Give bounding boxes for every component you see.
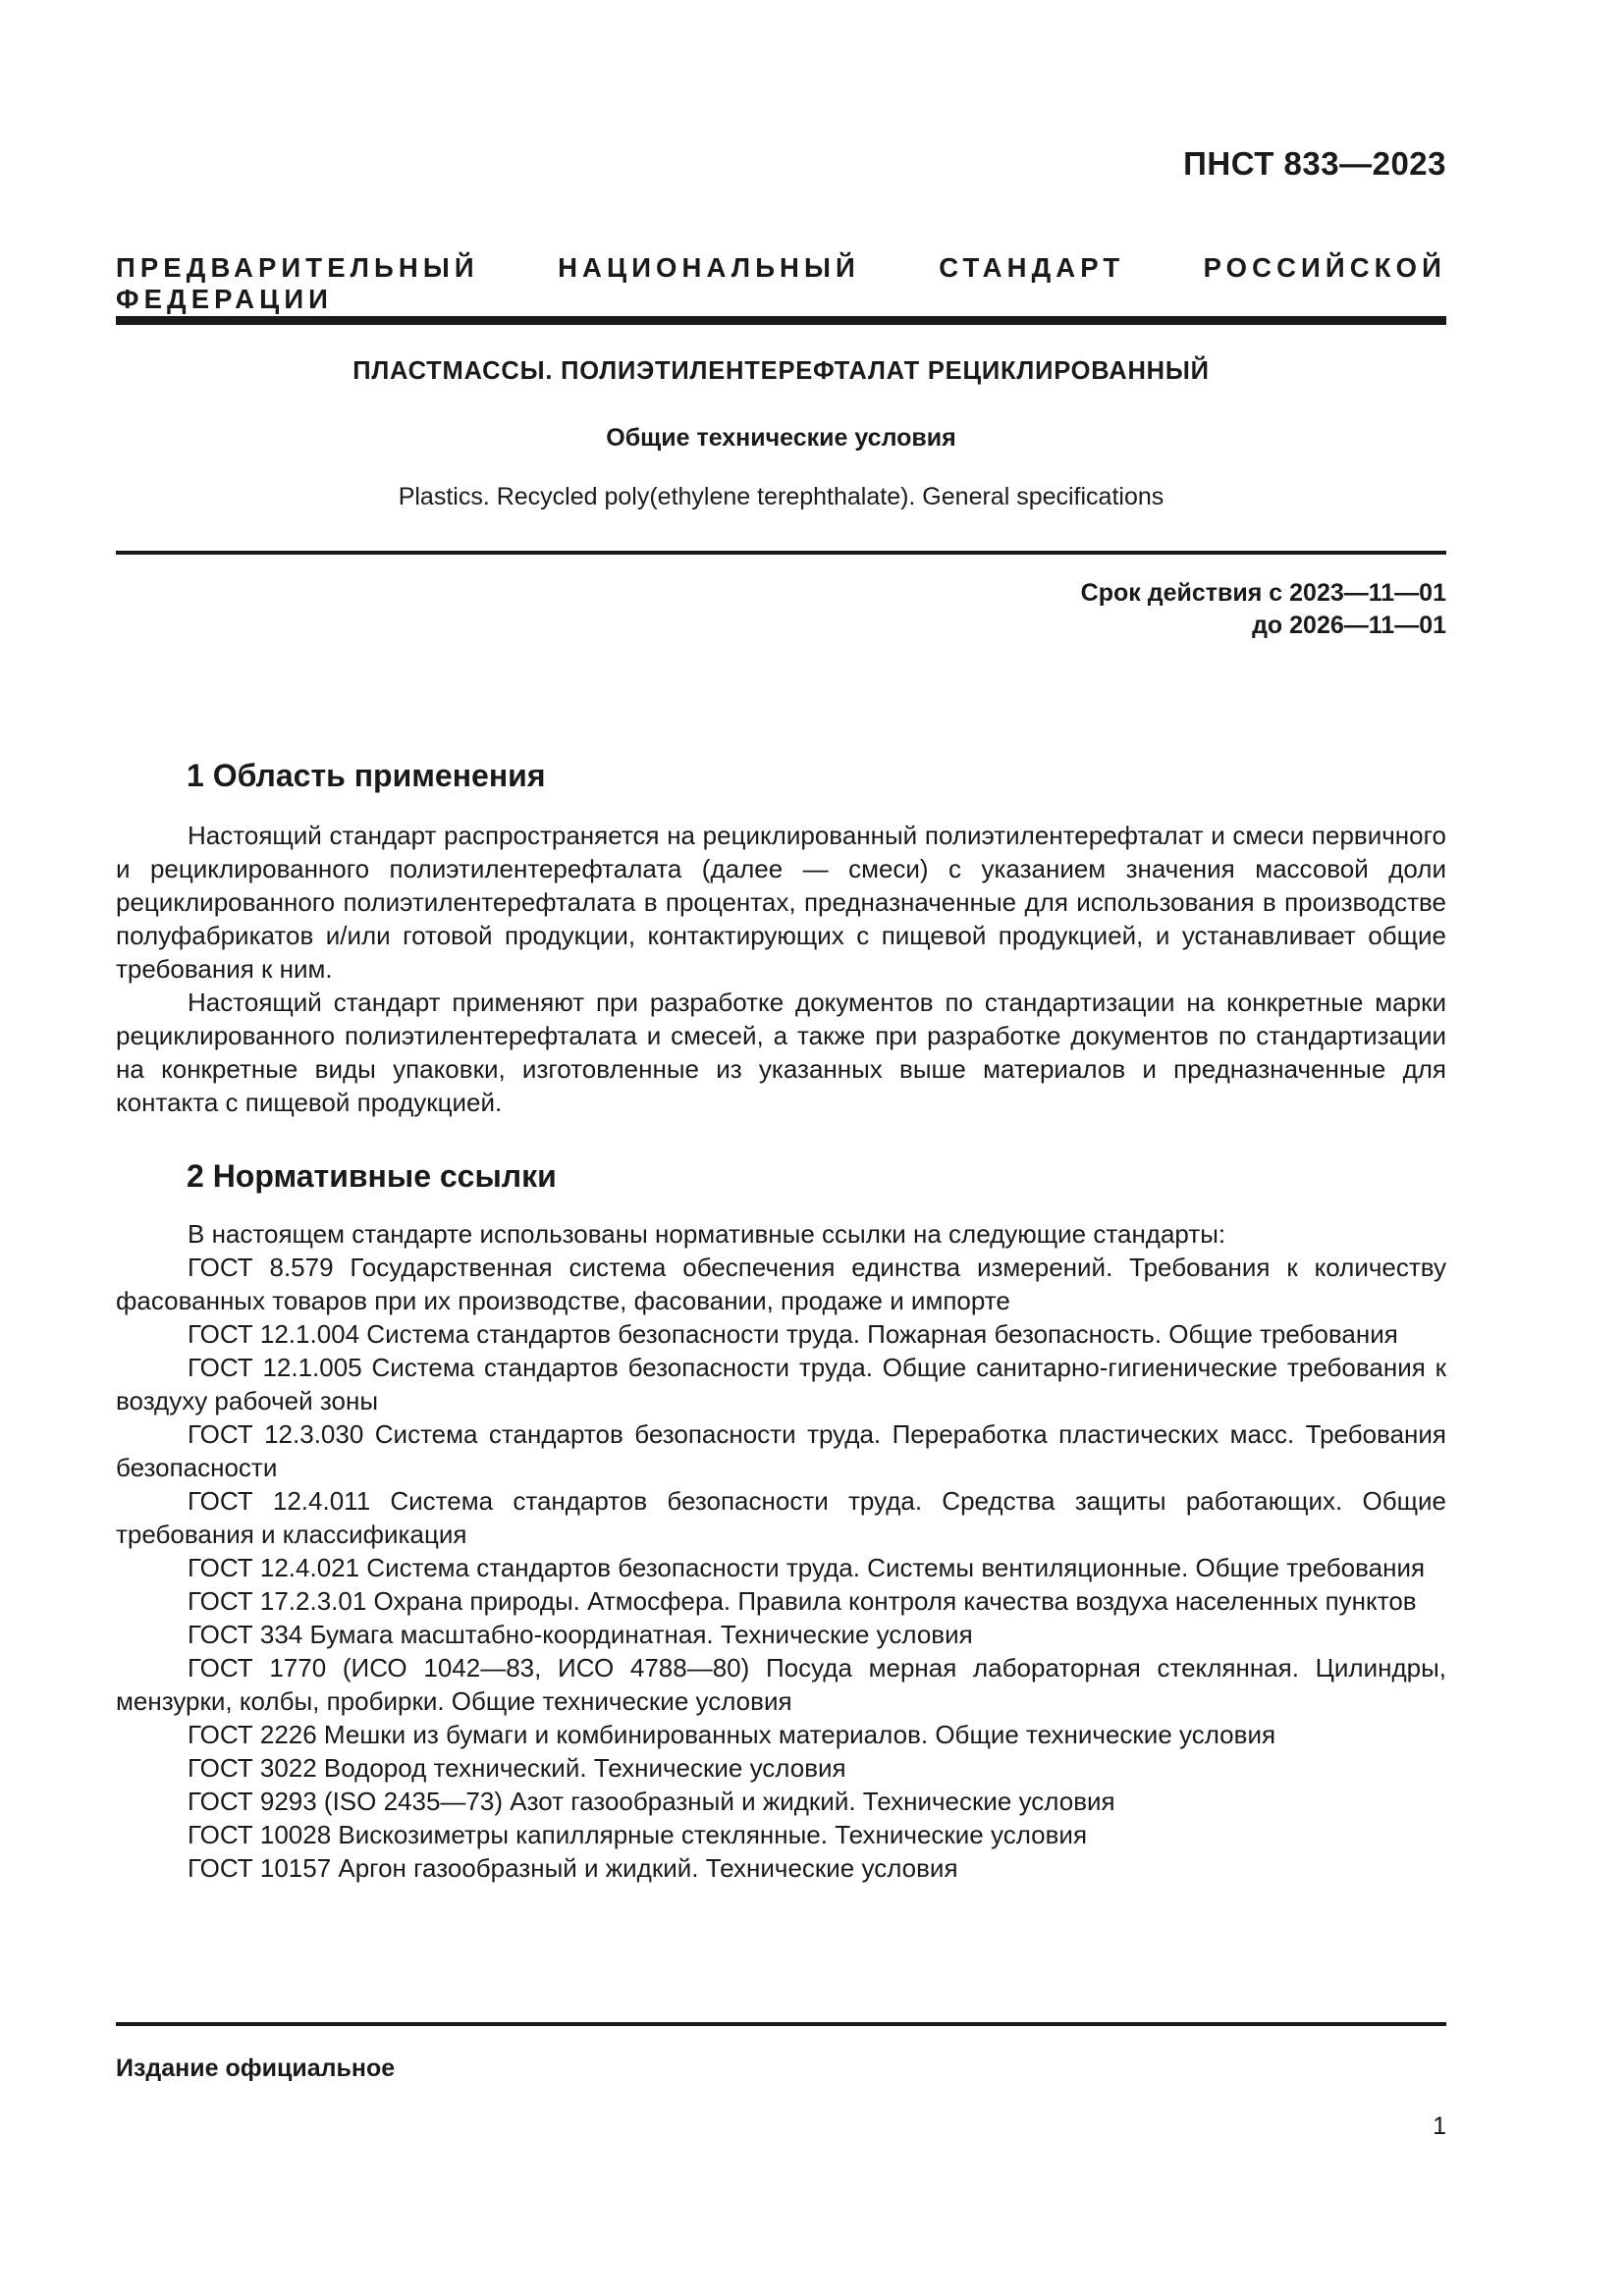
reference-item: ГОСТ 10157 Аргон газообразный и жидкий. Технические условия bbox=[188, 1853, 958, 1883]
english-title: Plastics. Recycled poly(ethylene terephthalate). General specifications bbox=[398, 483, 1164, 510]
document-title: ПЛАСТМАССЫ. ПОЛИЭТИЛЕНТЕРЕФТАЛАТ РЕЦИКЛИРОВАННЫЙ bbox=[352, 357, 1210, 385]
standard-type-heading: ПРЕДВАРИТЕЛЬНЫЙ НАЦИОНАЛЬНЫЙ СТАНДАРТ РОССИЙСКОЙ ФЕДЕРАЦИИ bbox=[116, 252, 1446, 314]
official-edition-label: Издание официальное bbox=[116, 2055, 396, 2082]
paragraph: Настоящий стандарт распространяется на рециклированный полиэтилентерефталат и смеси первичного и рециклированного полиэтилентерефталата (далее — смеси) с указанием значения массовой доли рециклированного полиэтилентерефталата в процентах, предназначенные для использования в производстве полуфабрикатов и/или готовой продукции, контактирующих с пищевой продукцией, и устанавливает общие требования к ним. bbox=[116, 821, 1446, 984]
title-divider bbox=[116, 551, 1446, 555]
normative-references-list bbox=[116, 1217, 1446, 1885]
reference-item: ГОСТ 12.1.005 Система стандартов безопасности труда. Общие санитарно-гигиенические требования к воздуху рабочей зоны bbox=[116, 1353, 1446, 1415]
reference-item: ГОСТ 17.2.3.01 Охрана природы. Атмосфера. Правила контроля качества воздуха населенных пунктов bbox=[188, 1586, 1417, 1616]
reference-item: ГОСТ 12.4.011 Система стандартов безопасности труда. Средства защиты работающих. Общие требования и классификация bbox=[116, 1486, 1446, 1549]
reference-item: ГОСТ 8.579 Государственная система обеспечения единства измерений. Требования к количеству фасованных товаров при их производстве, фасовании, продаже и импорте bbox=[116, 1253, 1446, 1315]
reference-item: ГОСТ 3022 Водород технический. Технические условия bbox=[188, 1753, 846, 1783]
reference-item: ГОСТ 9293 (ISO 2435—73) Азот газообразный и жидкий. Технические условия bbox=[188, 1787, 1115, 1816]
header-divider bbox=[116, 316, 1446, 325]
reference-item: ГОСТ 1770 (ИСО 1042—83, ИСО 4788—80) Посуда мерная лабораторная стеклянная. Цилиндры, мензурки, колбы, пробирки. Общие технические условия bbox=[116, 1653, 1446, 1716]
paragraph: Настоящий стандарт применяют при разработке документов по стандартизации на конкретные марки рециклированного полиэтилентерефталата и смесей, а также при разработке документов по стандартизации на конкретные виды упаковки, изготовленные из указанных выше материалов и предназначенные для контакта с пищевой продукцией. bbox=[116, 988, 1446, 1117]
validity-period bbox=[1081, 577, 1446, 642]
document-code: ПНСТ 833—2023 bbox=[1183, 145, 1446, 182]
reference-item: ГОСТ 2226 Мешки из бумаги и комбинированных материалов. Общие технические условия bbox=[188, 1720, 1276, 1749]
section-1-heading: 1 Область применения bbox=[187, 758, 546, 793]
reference-item: ГОСТ 12.4.021 Система стандартов безопасности труда. Системы вентиляционные. Общие требования bbox=[188, 1553, 1426, 1582]
validity-start: Срок действия с 2023—11—01 bbox=[1080, 579, 1446, 607]
reference-item: ГОСТ 10028 Вискозиметры капиллярные стеклянные. Технические условия bbox=[188, 1820, 1088, 1849]
footer-divider bbox=[116, 2022, 1446, 2026]
section-2-heading: 2 Нормативные ссылки bbox=[187, 1158, 557, 1194]
document-subtitle: Общие технические условия bbox=[606, 424, 956, 452]
references-intro: В настоящем стандарте использованы нормативные ссылки на следующие стандарты: bbox=[188, 1219, 1226, 1249]
validity-end: до 2026—11—01 bbox=[1252, 612, 1446, 639]
reference-item: ГОСТ 12.3.030 Система стандартов безопасности труда. Переработка пластических масс. Требования безопасности bbox=[116, 1419, 1446, 1482]
reference-item: ГОСТ 12.1.004 Система стандартов безопасности труда. Пожарная безопасность. Общие требования bbox=[188, 1319, 1398, 1349]
reference-item: ГОСТ 334 Бумага масштабно-координатная. Технические условия bbox=[188, 1620, 973, 1649]
page-number: 1 bbox=[1433, 2112, 1446, 2140]
section-1-body bbox=[116, 819, 1446, 1119]
